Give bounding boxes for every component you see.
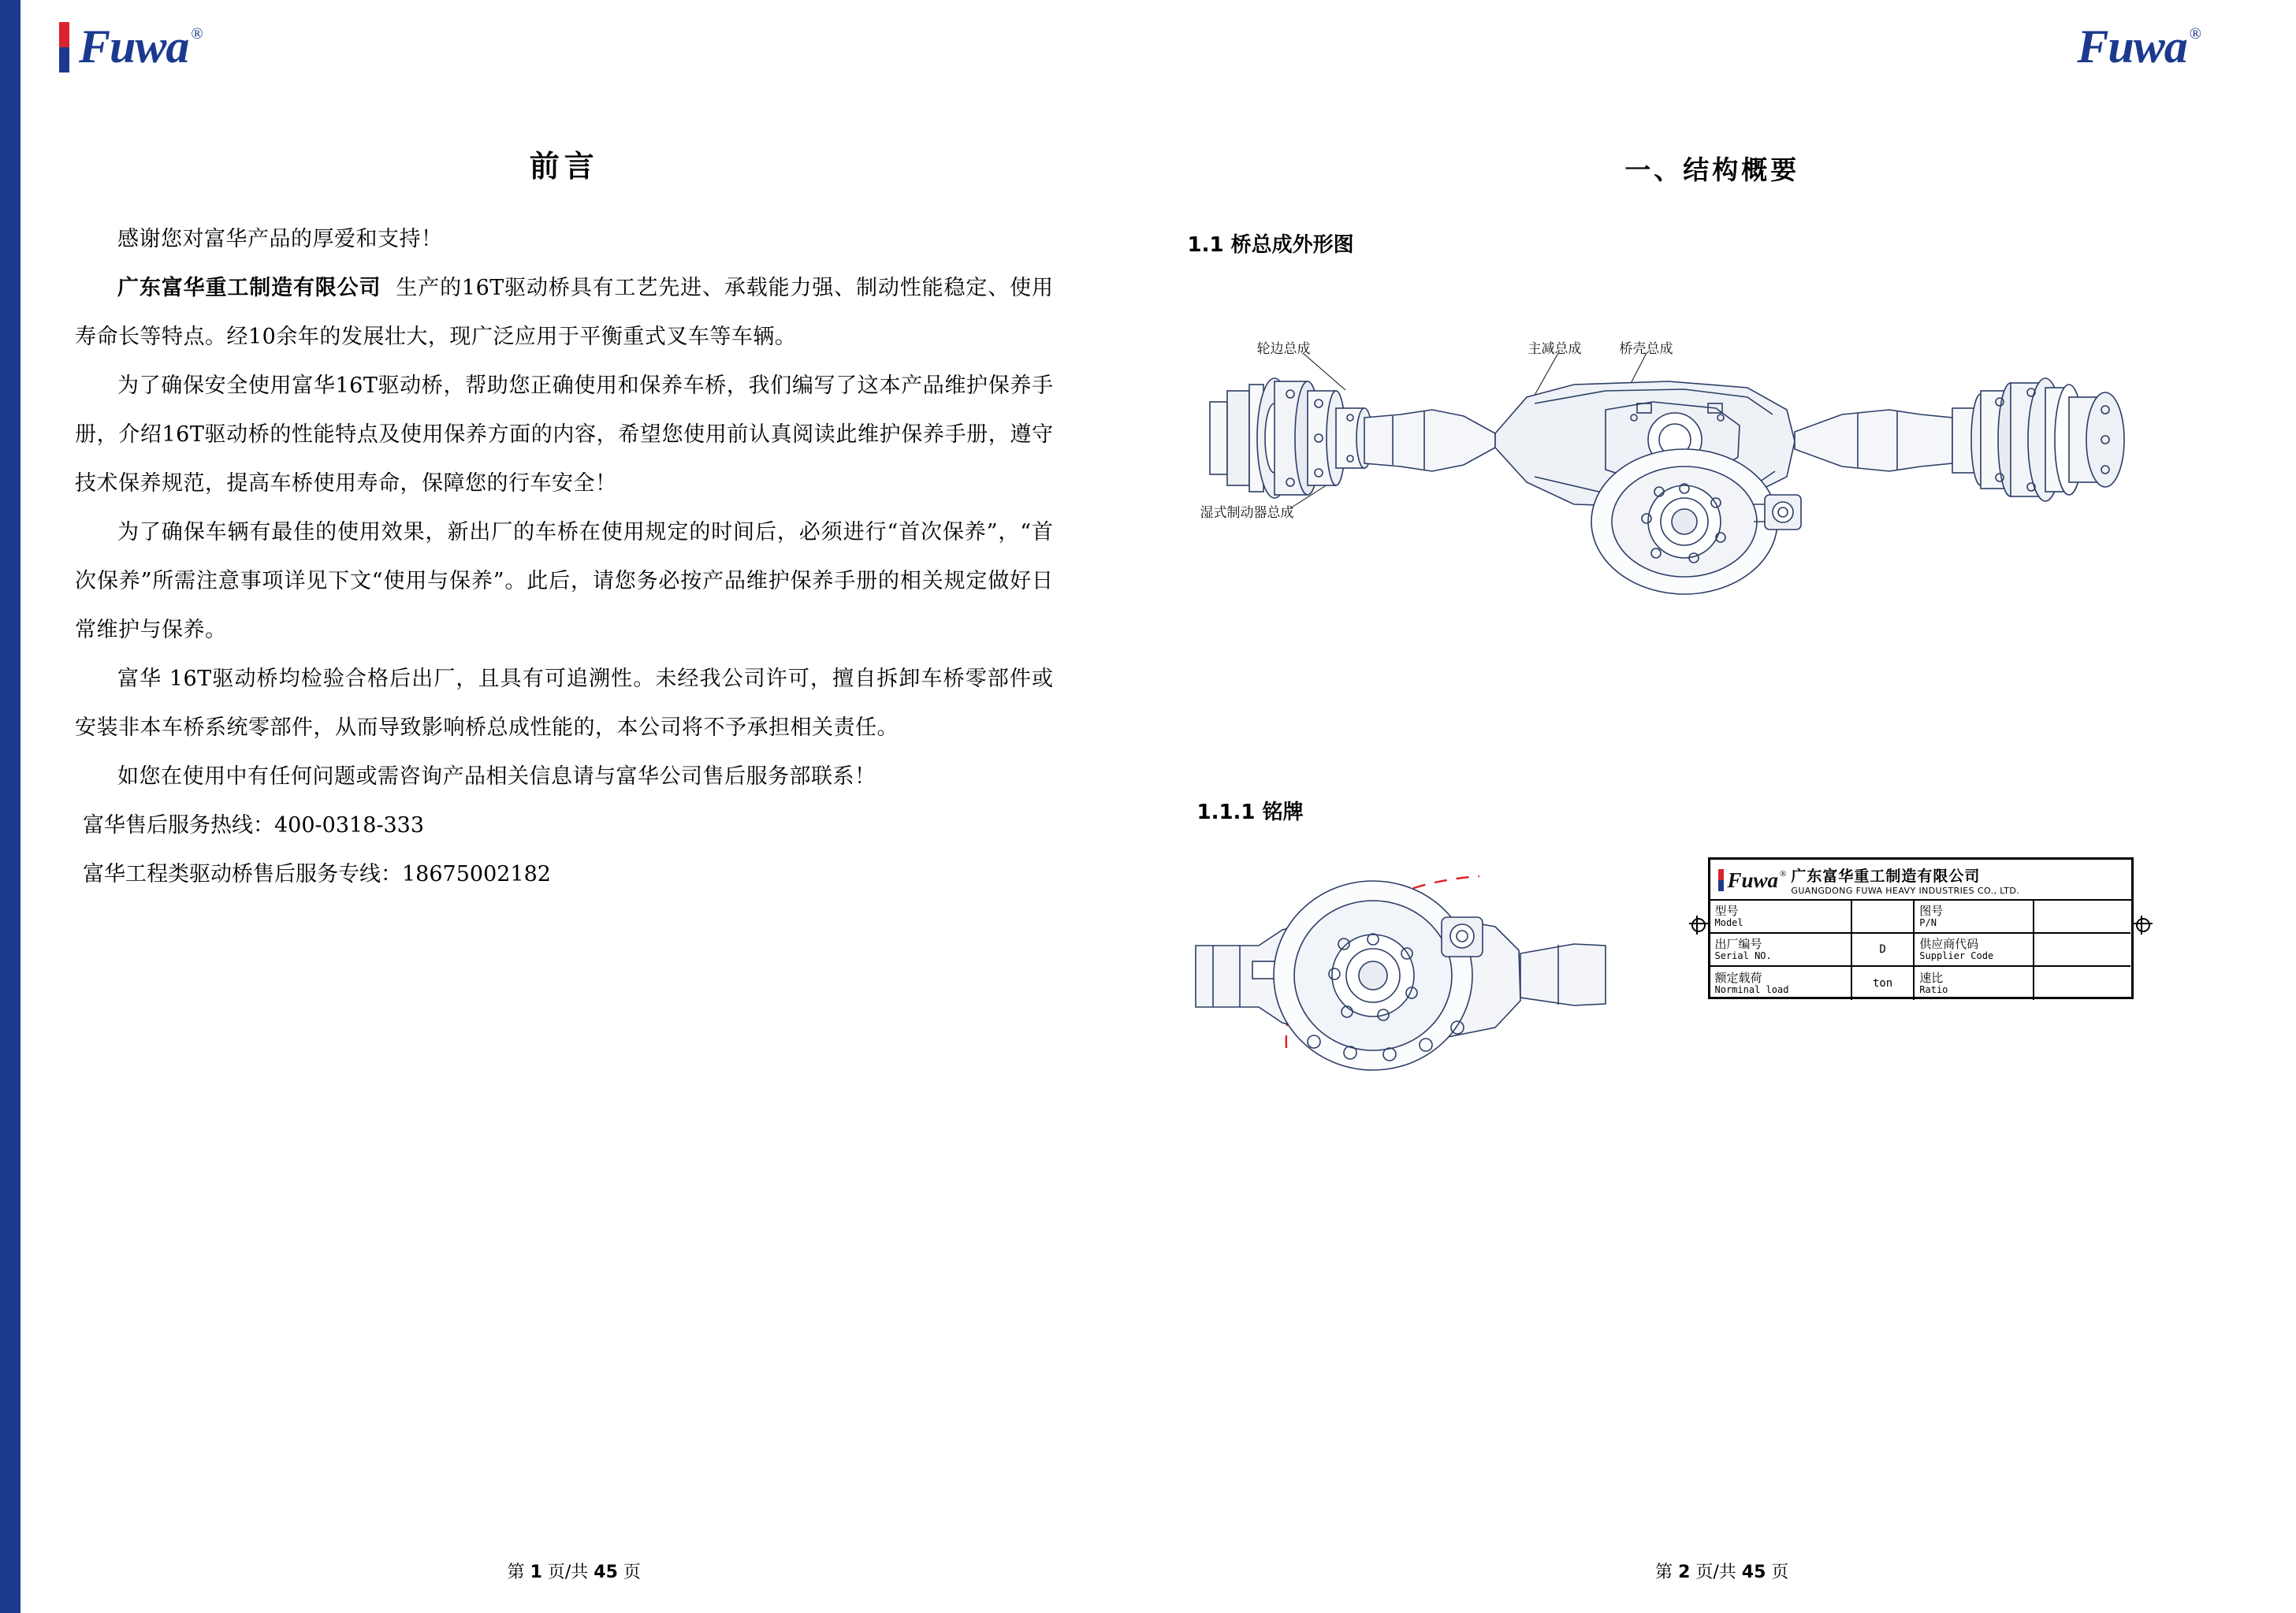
footer-total-pages: 45 [594,1563,618,1582]
logo-registered-mark: ® [191,25,203,43]
nameplate-company-cn: 广东富华重工制造有限公司 [1791,868,1981,885]
field-pn-en: P/N [1919,917,1937,928]
logo-wordmark: Fuwa [2077,20,2187,72]
logo-registered-mark: ® [1780,869,1787,879]
field-load-en: Norminal load [1714,984,1789,995]
callout-main-reducer: 主减总成 [1528,341,1582,357]
field-supplier-en: Supplier Code [1919,950,1994,961]
field-supplier-cn: 供应商代码 [1919,937,1979,951]
field-supplier-label [1915,934,2034,967]
mounting-hole-right-icon [2136,918,2150,932]
footer-suffix: 页 [1771,1563,1789,1582]
contact-hotline: 富华售后服务热线：400-0318-333 [83,813,425,838]
nameplate-fields [1710,901,2131,1000]
fuwa-logo-right [2077,22,2201,71]
field-load-value: ton [1852,967,1915,1000]
footer-left [0,1559,1148,1583]
callout-wet-brake: 湿式制动器总成 [1200,505,1294,521]
field-model-value [1852,901,1915,934]
logo-wordmark: Fuwa [1727,868,1779,892]
paragraph-first-service: 为了确保车辆有最佳的使用效果，新出厂的车桥在使用规定的时间后，必须进行“首次保养”，“首次保养”所需注意事项详见下文“使用与保养”。此后，请您务必按产品维护保养手册的相关规定做好日常维护与保养。 [75,520,1054,642]
logo-registered-mark: ® [2189,25,2201,43]
footer-right [1148,1559,2296,1583]
contact-engineering-line: 富华工程类驱动桥售后服务专线：18675002182 [83,862,551,886]
nameplate-table [1708,857,2134,999]
field-model-label [1710,901,1852,934]
field-model-cn: 型号 [1714,904,1739,918]
page-title-preface: 前言 [529,149,599,184]
heading-1-1-1: 1.1.1 铭牌 [1196,801,1304,824]
paragraph-liability: 富华 16T驱动桥均检验合格后出厂，且具有可追溯性。未经我公司许可，擅自拆卸车桥零部件或安装非本车桥系统零部件，从而导致影响桥总成性能的，本公司将不予承担相关责任。 [75,667,1054,740]
field-ratio-en: Ratio [1919,984,1948,995]
nameplate-company-en: GUANGDONG FUWA HEAVY INDUSTRIES CO., LTD. [1791,886,2020,896]
field-ratio-value [2034,967,2131,1000]
field-pn-label [1915,901,2034,934]
page-title-structure: 一、结构概要 [1624,154,1800,185]
footer-prefix: 第 [507,1563,525,1582]
field-serial-cn: 出厂编号 [1714,937,1762,951]
fuwa-logo-left [59,22,203,72]
callout-axle-housing: 桥壳总成 [1619,341,1673,357]
field-load-cn: 额定载荷 [1714,971,1762,985]
footer-page-number: 2 [1678,1563,1691,1582]
logo-wordmark: Fuwa [79,20,189,72]
footer-page-number: 1 [530,1563,542,1582]
paragraph-after-sales: 如您在使用中有任何问题或需咨询产品相关信息请与富华公司售后服务部联系！ [117,764,876,789]
mounting-hole-left-icon [1691,918,1706,932]
paragraph-manual-purpose: 为了确保安全使用富华16T驱动桥，帮助您正确使用和保养车桥，我们编写了这本产品维护保养手册，介绍16T驱动桥的性能特点及使用保养方面的内容，希望您使用前认真阅读此维护保养手册，遵守技术保养规范，提高车桥使用寿命，保障您的行车安全！ [75,374,1054,496]
page-right [1148,0,2296,1613]
company-name: 广东富华重工制造有限公司 [117,276,381,300]
field-ratio-label [1915,967,2034,1000]
field-serial-label [1710,934,1852,967]
footer-suffix: 页 [623,1563,641,1582]
nameplate-header [1710,860,2131,901]
paragraph-company [75,264,1054,362]
nameplate-logo [1718,869,1787,891]
company-desc: 生产的16T驱动桥具有工艺先进、承载能力强、制动性能稳定、使用寿命长等特点。经10余年的发展壮大，现广泛应用于平衡重式叉车等车辆。 [75,276,1054,349]
footer-total-pages: 45 [1741,1563,1766,1582]
field-load-label [1710,967,1852,1000]
footer-prefix: 第 [1655,1563,1673,1582]
footer-middle: 页/共 [1695,1563,1736,1582]
figure-axle-assembly [1164,315,2189,646]
field-serial-en: Serial NO. [1714,950,1772,961]
callout-wheel-end: 轮边总成 [1256,341,1311,357]
figure-nameplate [1164,835,2220,1182]
footer-middle: 页/共 [547,1563,589,1582]
binding-strip [0,0,20,1613]
field-supplier-value [2034,934,2131,967]
field-model-en: Model [1714,917,1743,928]
field-pn-value [2034,901,2131,934]
field-pn-cn: 图号 [1919,904,1944,918]
heading-1-1: 1.1 桥总成外形图 [1187,233,1354,257]
field-serial-value: D [1852,934,1915,967]
logo-bar-icon [59,22,69,72]
paragraph-thanks: 感谢您对富华产品的厚爱和支持！ [117,227,443,251]
field-ratio-cn: 速比 [1919,971,1944,985]
axle-assembly-drawing [1164,315,2189,646]
